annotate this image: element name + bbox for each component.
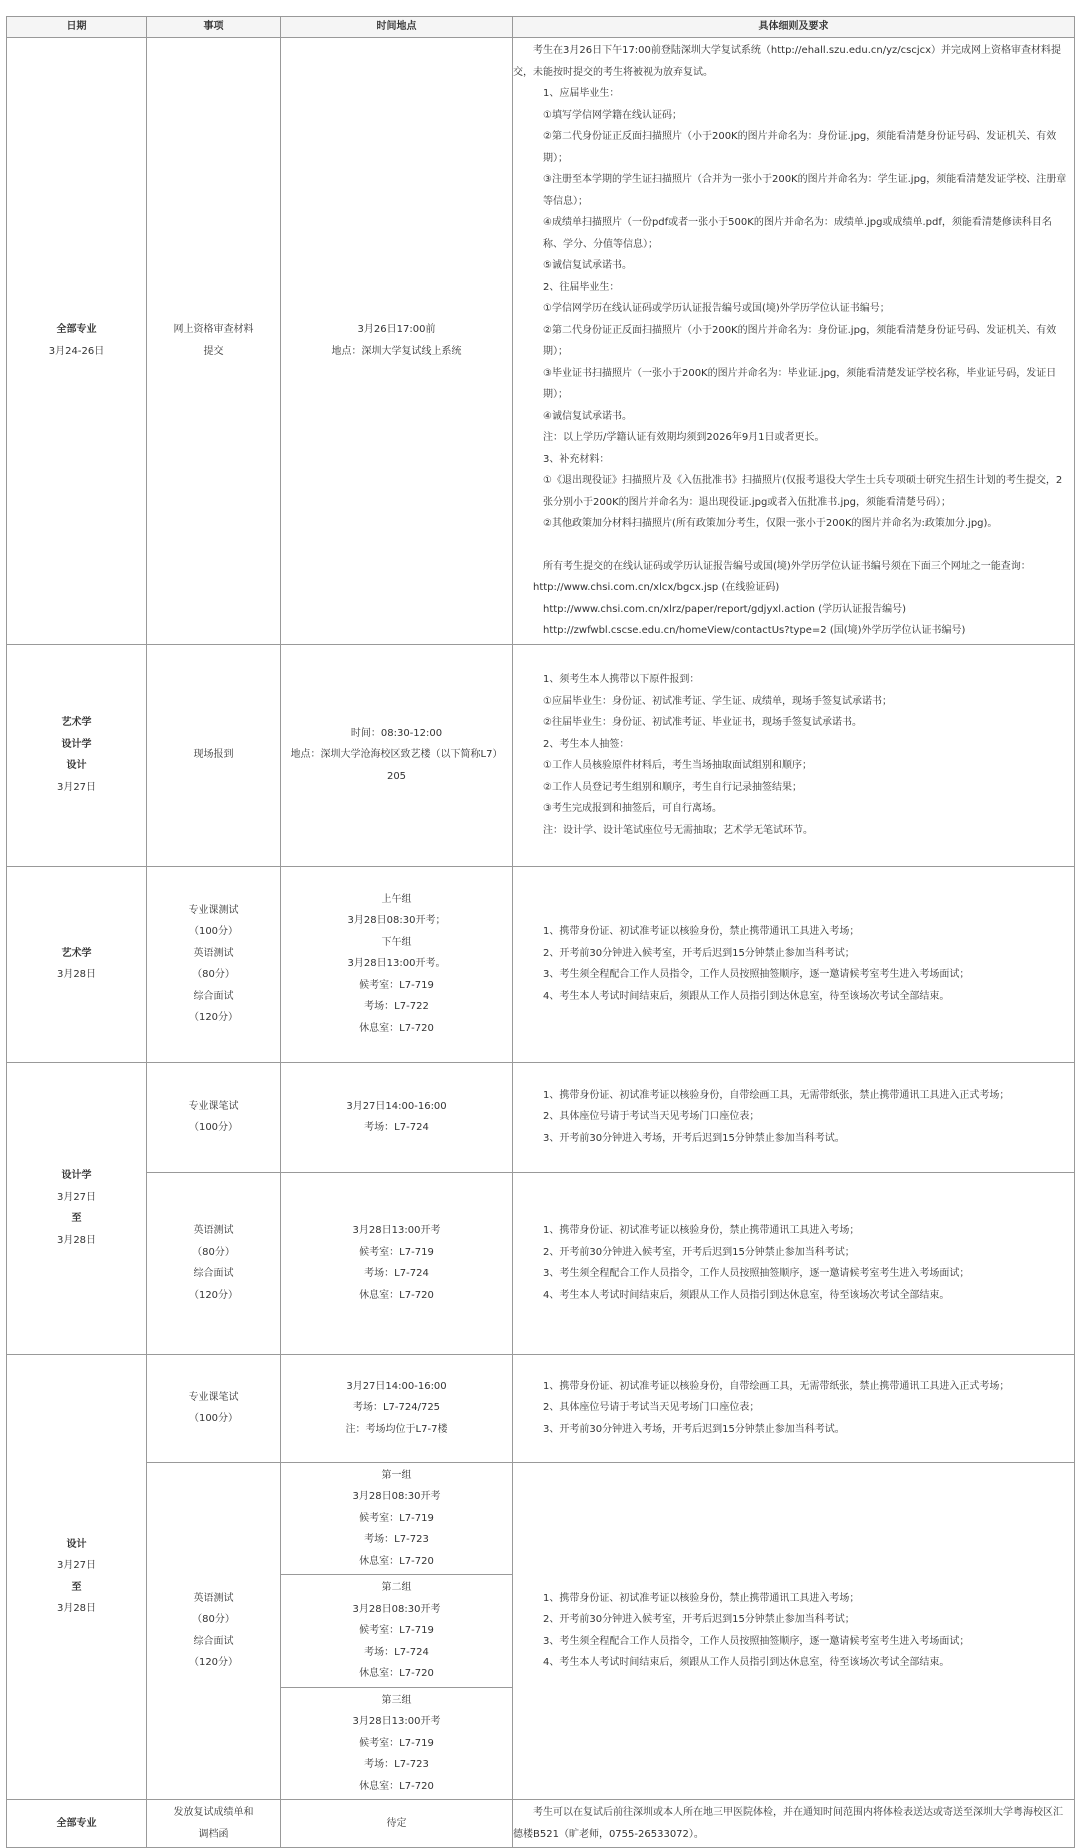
cell-line: 时间：08:30-12:00 [350, 727, 443, 739]
cell-line: 3、考生须全程配合工作人员指令，工作人员按照抽签顺序，逐一邀请候考室考生进入考场面试； [543, 969, 970, 980]
time-place-cell [281, 1172, 513, 1354]
table-row [7, 38, 1075, 645]
cell-line: 考场：L7-724 [364, 1646, 429, 1658]
cell-line: 设计学 [61, 1170, 92, 1181]
details-cell [513, 1462, 1075, 1800]
cell-line: 综合面试 [193, 1268, 234, 1279]
cell-line: 3月28日 [56, 969, 97, 980]
cell-line: （100分） [188, 1122, 239, 1133]
cell-line: （120分） [188, 1657, 239, 1669]
cell-line: ①填写学信网学籍在线认证码； [543, 109, 682, 121]
cell-line: 4、考生本人考试时间结束后，须跟从工作人员指引到达休息室，待至该场次考试全部结束。 [543, 1657, 950, 1669]
cell-line: 2、具体座位号请于考试当天见考场门口座位表； [543, 1402, 760, 1414]
cell-line: 考生可以在复试后前往深圳或本人所在地三甲医院体检，并在通知时间范围内将体检表送达或寄送至深圳大学粤海校区汇德楼B521（旷老师，0755-26533072）。 [513, 1807, 1063, 1840]
table-row [7, 1462, 1075, 1575]
cell-line: 休息室：L7-720 [359, 1289, 434, 1301]
item-cell [147, 1172, 281, 1354]
cell-line: 现场报到 [193, 749, 234, 761]
date-cell [7, 866, 147, 1062]
cell-line: （100分） [188, 1413, 239, 1424]
cell-line: ④诚信复试承诺书。 [543, 410, 632, 422]
time-place-cell [281, 866, 513, 1062]
cell-line: （100分） [188, 926, 239, 937]
cell-line: 1、携带身份证、初试准考证以核验身份，禁止携带通讯工具进入考场； [543, 1592, 860, 1604]
cell-line: 3月28日08:30开考 [352, 1603, 441, 1615]
cell-line: 3、考生须全程配合工作人员指令，工作人员按照抽签顺序，逐一邀请候考室考生进入考场面试； [543, 1635, 970, 1647]
cell-line: 2、开考前30分钟进入候考室，开考后迟到15分钟禁止参加当科考试； [543, 1246, 855, 1258]
cell-line: 全部专业 [56, 324, 97, 336]
cell-line: 地点：深圳大学复试线上系统 [331, 345, 462, 357]
time-place-cell [281, 1462, 513, 1575]
cell-line: 休息室：L7-720 [359, 1780, 434, 1792]
date-cell [7, 1800, 147, 1848]
cell-line: 专业课笔试 [188, 1100, 239, 1112]
details-cell [513, 38, 1075, 645]
cell-line: ②第二代身份证正反面扫描照片（小于200K的图片并命名为：身份证.jpg，须能看清楚身份证号码、发证机关、有效期）； [543, 131, 1057, 164]
item-cell [147, 1462, 281, 1800]
cell-line: 3、补充材料： [543, 453, 610, 465]
cell-line: 第三组 [381, 1694, 412, 1706]
cell-line: 休息室：L7-720 [359, 1668, 434, 1679]
cell-line: 3、考生须全程配合工作人员指令，工作人员按照抽签顺序，逐一邀请候考室考生进入考场面试； [543, 1268, 970, 1279]
cell-line: 考生在3月26日下午17:00前登陆深圳大学复试系统（http://ehall.szu.edu.cn/yz/cscjcx）并完成网上资格审查材料提交，未能按时提交的考生将被视为放弃复试。 [513, 45, 1062, 78]
schedule-table [6, 16, 1075, 1848]
cell-line: 考场：L7-724 [364, 1122, 429, 1133]
cell-line: 至 [71, 1213, 82, 1224]
cell-line: （80分） [192, 1246, 235, 1258]
cell-line: 专业课测试 [188, 904, 239, 916]
cell-line: 英语测试 [193, 1225, 234, 1236]
cell-line: 1、携带身份证、初试准考证以核验身份，禁止携带通讯工具进入考场； [543, 926, 860, 937]
cell-line: 艺术学 [61, 947, 92, 959]
cell-line: 提交 [203, 345, 224, 357]
cell-line: 候考室：L7-719 [359, 1625, 434, 1636]
cell-line: 3月27日14:00-16:00 [346, 1380, 447, 1392]
cell-line: 候考室：L7-719 [359, 1512, 434, 1524]
cell-line: ②工作人员登记考生组别和顺序，考生自行记录抽签结果； [543, 781, 802, 793]
cell-line: ③注册至本学期的学生证扫描照片（合并为一张小于200K的图片并命名为：学生证.jpg，须能看清楚发证学校、注册章等信息）； [543, 174, 1067, 207]
time-place-cell [281, 1575, 513, 1688]
cell-line: 4、考生本人考试时间结束后，须跟从工作人员指引到达休息室，待至该场次考试全部结束。 [543, 990, 950, 1002]
cell-line: 设计 [66, 760, 87, 771]
details-cell [513, 1172, 1075, 1354]
cell-line: 3月28日13:00开考 [352, 1225, 441, 1236]
time-place-cell [281, 1354, 513, 1462]
cell-line: 待定 [386, 1817, 407, 1829]
time-place-cell [281, 1687, 513, 1800]
table-row [7, 866, 1075, 1062]
cell-line: 综合面试 [193, 1635, 234, 1647]
cell-line: 3月24-26日 [48, 345, 105, 357]
item-cell [147, 1354, 281, 1462]
cell-line: ②第二代身份证正反面扫描照片（小于200K的图片并命名为：身份证.jpg，须能看清楚身份证号码、发证机关、有效期）； [543, 324, 1057, 357]
details-cell [513, 1800, 1075, 1848]
cell-line: 下午组 [381, 936, 412, 948]
cell-line: 候考室：L7-719 [359, 979, 434, 991]
cell-line: ④成绩单扫描照片（一份pdf或者一张小于500K的图片并命名为：成绩单.jpg或成绩单.pdf，须能看清楚修读科目名称、学分、分值等信息）； [543, 217, 1052, 250]
blank-line [543, 535, 1068, 556]
cell-line: 所有考生提交的在线认证码或学历认证报告编号或国(境)外学历学位认证书编号须在下面三个网址之一能查询： [543, 560, 1031, 572]
cell-line: ①应届毕业生：身份证、初试准考证、学生证、成绩单，现场手签复试承诺书； [543, 695, 892, 707]
item-cell [147, 1800, 281, 1848]
header-item: 事项 [147, 17, 281, 38]
date-cell [7, 644, 147, 866]
cell-line: ③考生完成报到和抽签后，可自行离场。 [543, 803, 722, 814]
cell-line: 1、须考生本人携带以下原件报到： [543, 674, 700, 685]
cell-line: 注：设计学、设计笔试座位号无需抽取；艺术学无笔试环节。 [543, 824, 813, 836]
cell-line: 2、开考前30分钟进入候考室，开考后迟到15分钟禁止参加当科考试； [543, 947, 855, 959]
table-row [7, 1800, 1075, 1848]
cell-line: 考场：L7-724 [364, 1268, 429, 1279]
cell-line: 专业课笔试 [188, 1391, 239, 1403]
details-cell [513, 866, 1075, 1062]
time-place-cell [281, 644, 513, 866]
cell-line: 3、开考前30分钟进入考场，开考后迟到15分钟禁止参加当科考试。 [543, 1423, 845, 1435]
cell-line: 艺术学 [61, 717, 92, 728]
cell-line: 第一组 [381, 1469, 412, 1481]
cell-line: 英语测试 [193, 947, 234, 959]
cell-line: 3月28日08:30开考 [352, 1491, 441, 1502]
table-row [7, 1172, 1075, 1354]
cell-line: 3月26日17:00前 [357, 324, 436, 336]
cell-line: 考场：L7-723 [364, 1759, 429, 1770]
date-cell [7, 1354, 147, 1800]
details-cell [513, 644, 1075, 866]
cell-line: 网上资格审查材料 [173, 324, 254, 336]
cell-line: ①《退出现役证》扫描照片及《入伍批准书》扫描照片(仅报考退役大学生士兵专项硕士研究生招生计划的考生提交，2张分别小于200K的图片并命名为：退出现役证.jpg或者入伍批准书.jpg，须能看清楚号码）； [543, 475, 1063, 508]
cell-line: 4、考生本人考试时间结束后，须跟从工作人员指引到达休息室，待至该场次考试全部结束。 [543, 1289, 950, 1301]
cell-line: 考场：L7-722 [364, 1001, 429, 1013]
cell-line: ⑤诚信复试承诺书。 [543, 260, 632, 271]
cell-line: ③毕业证书扫描照片（一张小于200K的图片并命名为：毕业证.jpg，须能看清楚发证学校名称，毕业证号码，发证日期）； [543, 367, 1057, 400]
cell-line: （80分） [192, 969, 235, 980]
table-header-row [7, 17, 1075, 38]
cell-line[interactable]: http://www.chsi.com.cn/xlcx/bgcx.jsp (在线验证码) [533, 582, 780, 593]
cell-line: （120分） [188, 1012, 239, 1023]
cell-line: ①工作人员核验原件材料后，考生当场抽取面试组别和顺序； [543, 760, 812, 771]
time-place-cell [281, 38, 513, 645]
table-row [7, 644, 1075, 866]
cell-line: 注：以上学历/学籍认证有效期均须到2026年9月1日或者更长。 [543, 432, 825, 443]
header-date: 日期 [7, 17, 147, 38]
cell-line: ②往届毕业生：身份证、初试准考证、毕业证书，现场手签复试承诺书。 [543, 717, 862, 728]
cell-line: 3月28日08:30开考； [347, 915, 446, 927]
cell-line: 2、具体座位号请于考试当天见考场门口座位表； [543, 1111, 760, 1123]
cell-line: 1、携带身份证、初试准考证以核验身份，自带绘画工具，无需带纸张，禁止携带通讯工具进入正式考场； [543, 1380, 1010, 1392]
cell-line: （120分） [188, 1289, 239, 1301]
table-row [7, 1354, 1075, 1462]
cell-line: 注：考场均位于L7-7楼 [345, 1423, 448, 1435]
cell-line: 第二组 [381, 1582, 412, 1593]
cell-line: 综合面试 [193, 990, 234, 1002]
cell-line: 全部专业 [56, 1817, 97, 1829]
cell-line: 地点：深圳大学沧海校区致艺楼（以下简称L7）205 [290, 749, 503, 782]
date-cell [7, 1062, 147, 1354]
cell-line: 候考室：L7-719 [359, 1737, 434, 1749]
cell-line: 3月28日13:00开考 [352, 1716, 441, 1727]
cell-line: 3月27日 [56, 1560, 97, 1572]
table-row [7, 1062, 1075, 1172]
cell-line: ②其他政策加分材料扫描照片(所有政策加分考生，仅限一张小于200K的图片并命名为:政策加分.jpg)。 [543, 518, 998, 529]
cell-line: 发放复试成绩单和 [173, 1807, 254, 1818]
cell-line: 休息室：L7-720 [359, 1555, 434, 1567]
cell-line: 1、携带身份证、初试准考证以核验身份，自带绘画工具，无需带纸张，禁止携带通讯工具进入正式考场； [543, 1089, 1010, 1101]
cell-line: 3月27日14:00-16:00 [346, 1100, 447, 1112]
details-cell [513, 1354, 1075, 1462]
cell-line: 2、考生本人抽签： [543, 738, 630, 750]
cell-line: 3月28日 [56, 1234, 97, 1246]
header-details: 具体细则及要求 [513, 17, 1075, 38]
cell-line: 2、往届毕业生： [543, 281, 620, 293]
cell-line: 3月28日13:00开考。 [347, 958, 446, 970]
cell-line: 调档函 [198, 1828, 229, 1840]
item-cell [147, 38, 281, 645]
time-place-cell [281, 1800, 513, 1848]
cell-line: 3月28日 [56, 1603, 97, 1615]
item-cell [147, 866, 281, 1062]
cell-line[interactable]: http://zwfwbl.cscse.edu.cn/homeView/contactUs?type=2 (国(境)外学历学位认证书编号) [543, 625, 966, 636]
cell-line: 考场：L7-723 [364, 1534, 429, 1545]
cell-line: 3月27日 [56, 1191, 97, 1203]
cell-line: 休息室：L7-720 [359, 1022, 434, 1034]
cell-line: ①学信网学历在线认证码或学历认证报告编号或国(境)外学历学位认证书编号； [543, 303, 890, 314]
header-time-place: 时间地点 [281, 17, 513, 38]
cell-line: （80分） [192, 1614, 235, 1626]
cell-line[interactable]: http://www.chsi.com.cn/xlrz/paper/report/gdjyxl.action (学历认证报告编号) [543, 603, 906, 615]
cell-line: 上午组 [381, 893, 412, 905]
date-cell [7, 38, 147, 645]
cell-line: 考场：L7-724/725 [352, 1402, 441, 1414]
cell-line: 3月27日 [56, 781, 97, 793]
cell-line: 至 [71, 1581, 82, 1593]
cell-line: 3、开考前30分钟进入考场，开考后迟到15分钟禁止参加当科考试。 [543, 1132, 845, 1144]
cell-line: 设计 [66, 1538, 87, 1550]
cell-line: 1、携带身份证、初试准考证以核验身份，禁止携带通讯工具进入考场； [543, 1225, 860, 1236]
time-place-cell [281, 1062, 513, 1172]
cell-line: 2、开考前30分钟进入候考室，开考后迟到15分钟禁止参加当科考试； [543, 1614, 855, 1626]
details-cell [513, 1062, 1075, 1172]
cell-line: 设计学 [61, 738, 92, 750]
item-cell [147, 1062, 281, 1172]
cell-line: 候考室：L7-719 [359, 1246, 434, 1258]
cell-line: 英语测试 [193, 1592, 234, 1604]
cell-line: 1、应届毕业生： [543, 88, 620, 99]
item-cell [147, 644, 281, 866]
